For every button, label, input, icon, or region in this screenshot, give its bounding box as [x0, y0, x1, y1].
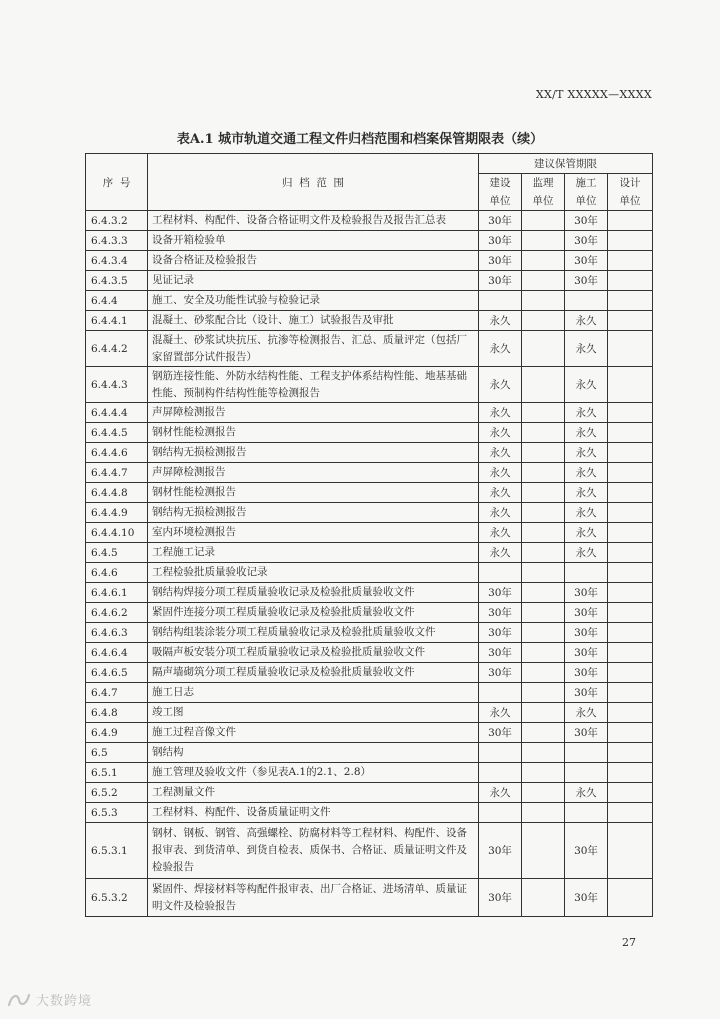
cell-construction-unit: 永久 — [479, 403, 522, 423]
cell-supervision-unit — [522, 503, 565, 523]
header-period: 建议保管期限 — [479, 154, 653, 174]
row-description: 紧固件、焊接材料等构配件报审表、出厂合格证、进场清单、质量证明文件及检验报告 — [148, 879, 479, 917]
row-description: 钢结构无损检测报告 — [148, 443, 479, 463]
table-row — [86, 803, 653, 823]
cell-construction-unit — [479, 563, 522, 583]
cell-construction-unit: 永久 — [479, 311, 522, 331]
row-number: 6.4.3.3 — [86, 231, 148, 251]
header-unit-design: 设计 单位 — [608, 174, 653, 211]
row-number: 6.4.4.3 — [86, 367, 148, 403]
cell-builder-unit — [565, 803, 608, 823]
table-row — [86, 271, 653, 291]
cell-construction-unit: 30年 — [479, 643, 522, 663]
cell-construction-unit: 30年 — [479, 879, 522, 917]
cell-builder-unit: 永久 — [565, 523, 608, 543]
cell-supervision-unit — [522, 823, 565, 879]
cell-builder-unit: 30年 — [565, 663, 608, 683]
cell-supervision-unit — [522, 703, 565, 723]
table-row — [86, 763, 653, 783]
cell-builder-unit: 30年 — [565, 643, 608, 663]
row-number: 6.4.4.1 — [86, 311, 148, 331]
row-number: 6.5.1 — [86, 763, 148, 783]
cell-construction-unit — [479, 743, 522, 763]
cell-construction-unit: 永久 — [479, 483, 522, 503]
row-description: 紧固件连接分项工程质量验收记录及检验批质量验收文件 — [148, 603, 479, 623]
cell-supervision-unit — [522, 463, 565, 483]
cell-supervision-unit — [522, 643, 565, 663]
row-description: 设备开箱检验单 — [148, 231, 479, 251]
row-number: 6.4.3.5 — [86, 271, 148, 291]
row-description: 钢材性能检测报告 — [148, 483, 479, 503]
cell-builder-unit: 永久 — [565, 703, 608, 723]
table-row — [86, 231, 653, 251]
cell-builder-unit — [565, 763, 608, 783]
cell-construction-unit: 30年 — [479, 603, 522, 623]
row-number: 6.4.4.9 — [86, 503, 148, 523]
row-description: 施工过程音像文件 — [148, 723, 479, 743]
cell-supervision-unit — [522, 291, 565, 311]
cell-construction-unit: 永久 — [479, 331, 522, 367]
row-description: 混凝土、砂浆配合比（设计、施工）试验报告及审批 — [148, 311, 479, 331]
cell-supervision-unit — [522, 663, 565, 683]
cell-supervision-unit — [522, 231, 565, 251]
cell-construction-unit: 永久 — [479, 367, 522, 403]
cell-supervision-unit — [522, 803, 565, 823]
cell-builder-unit: 永久 — [565, 543, 608, 563]
row-description: 施工管理及验收文件（参见表A.1的2.1、2.8） — [148, 763, 479, 783]
cell-construction-unit — [479, 683, 522, 703]
watermark — [6, 990, 92, 1009]
cell-design-unit — [608, 623, 653, 643]
cell-construction-unit: 永久 — [479, 443, 522, 463]
row-description: 钢材、钢板、钢管、高强螺栓、防腐材料等工程材料、构配件、设备报审表、到货清单、到货自检表、质保书、合格证、质量证明文件及检验报告 — [148, 823, 479, 879]
table-row — [86, 403, 653, 423]
table-row — [86, 723, 653, 743]
table-row — [86, 683, 653, 703]
cell-supervision-unit — [522, 543, 565, 563]
cell-design-unit — [608, 463, 653, 483]
table-row — [86, 291, 653, 311]
archive-table — [85, 153, 653, 917]
row-number: 6.4.3.4 — [86, 251, 148, 271]
row-description: 施工日志 — [148, 683, 479, 703]
cell-design-unit — [608, 803, 653, 823]
row-number: 6.4.6.3 — [86, 623, 148, 643]
header-scope: 归 档 范 围 — [148, 154, 479, 211]
cell-design-unit — [608, 403, 653, 423]
row-number: 6.4.4.4 — [86, 403, 148, 423]
cell-design-unit — [608, 211, 653, 231]
row-number: 6.4.4.6 — [86, 443, 148, 463]
row-number: 6.5 — [86, 743, 148, 763]
row-description: 见证记录 — [148, 271, 479, 291]
header-unit-builder: 施工 单位 — [565, 174, 608, 211]
cell-builder-unit: 30年 — [565, 251, 608, 271]
cell-design-unit — [608, 743, 653, 763]
cell-design-unit — [608, 703, 653, 723]
cell-design-unit — [608, 763, 653, 783]
table-row — [86, 423, 653, 443]
cell-design-unit — [608, 291, 653, 311]
cell-builder-unit: 永久 — [565, 503, 608, 523]
cell-builder-unit — [565, 743, 608, 763]
row-number: 6.4.8 — [86, 703, 148, 723]
cell-builder-unit: 30年 — [565, 683, 608, 703]
cell-supervision-unit — [522, 763, 565, 783]
cell-design-unit — [608, 643, 653, 663]
row-description: 混凝土、砂浆试块抗压、抗渗等检测报告、汇总、质量评定（包括厂家留置部分试件报告） — [148, 331, 479, 367]
row-number: 6.4.6.5 — [86, 663, 148, 683]
cell-design-unit — [608, 423, 653, 443]
cell-supervision-unit — [522, 523, 565, 543]
cell-design-unit — [608, 783, 653, 803]
cell-construction-unit — [479, 803, 522, 823]
row-description: 钢结构焊接分项工程质量验收记录及检验批质量验收文件 — [148, 583, 479, 603]
row-description: 钢结构 — [148, 743, 479, 763]
cell-construction-unit: 永久 — [479, 783, 522, 803]
table-row — [86, 823, 653, 879]
row-number: 6.4.7 — [86, 683, 148, 703]
cell-builder-unit: 30年 — [565, 231, 608, 251]
row-number: 6.4.4.10 — [86, 523, 148, 543]
cell-supervision-unit — [522, 583, 565, 603]
row-description: 钢结构无损检测报告 — [148, 503, 479, 523]
row-number: 6.4.5 — [86, 543, 148, 563]
table-row — [86, 703, 653, 723]
table-row — [86, 367, 653, 403]
table-title: 表A.1 城市轨道交通工程文件归档范围和档案保管期限表（续） — [176, 132, 544, 147]
table-row — [86, 663, 653, 683]
row-description: 工程施工记录 — [148, 543, 479, 563]
row-number: 6.4.4.5 — [86, 423, 148, 443]
watermark-logo-icon — [6, 991, 32, 1009]
table-row — [86, 523, 653, 543]
archive-table-wrapper — [85, 153, 653, 917]
cell-builder-unit: 30年 — [565, 879, 608, 917]
row-description: 施工、安全及功能性试验与检验记录 — [148, 291, 479, 311]
row-number: 6.5.3.1 — [86, 823, 148, 879]
cell-construction-unit: 30年 — [479, 251, 522, 271]
cell-builder-unit: 永久 — [565, 423, 608, 443]
cell-design-unit — [608, 251, 653, 271]
table-row — [86, 463, 653, 483]
page-number: 27 — [622, 936, 636, 949]
row-number: 6.4.6.1 — [86, 583, 148, 603]
table-row — [86, 443, 653, 463]
row-description: 钢结构组装涂装分项工程质量验收记录及检验批质量验收文件 — [148, 623, 479, 643]
table-body — [86, 211, 653, 917]
row-description: 钢筋连接性能、外防水结构性能、工程支护体系结构性能、地基基础性能、预制构件结构性能等检测报告 — [148, 367, 479, 403]
cell-design-unit — [608, 271, 653, 291]
table-row — [86, 583, 653, 603]
row-number: 6.4.6 — [86, 563, 148, 583]
table-row — [86, 643, 653, 663]
cell-design-unit — [608, 443, 653, 463]
cell-construction-unit: 30年 — [479, 583, 522, 603]
cell-builder-unit: 30年 — [565, 823, 608, 879]
table-row — [86, 251, 653, 271]
cell-construction-unit: 30年 — [479, 723, 522, 743]
cell-builder-unit: 30年 — [565, 623, 608, 643]
row-number: 6.4.6.2 — [86, 603, 148, 623]
row-description: 隔声墙砌筑分项工程质量验收记录及检验批质量验收文件 — [148, 663, 479, 683]
row-description: 声屏障检测报告 — [148, 403, 479, 423]
cell-design-unit — [608, 311, 653, 331]
cell-supervision-unit — [522, 743, 565, 763]
cell-supervision-unit — [522, 271, 565, 291]
cell-design-unit — [608, 503, 653, 523]
cell-construction-unit: 30年 — [479, 823, 522, 879]
cell-builder-unit: 30年 — [565, 583, 608, 603]
cell-supervision-unit — [522, 723, 565, 743]
cell-supervision-unit — [522, 483, 565, 503]
row-description: 声屏障检测报告 — [148, 463, 479, 483]
cell-design-unit — [608, 683, 653, 703]
cell-builder-unit: 永久 — [565, 403, 608, 423]
cell-builder-unit: 永久 — [565, 367, 608, 403]
cell-construction-unit: 30年 — [479, 211, 522, 231]
cell-supervision-unit — [522, 423, 565, 443]
cell-design-unit — [608, 523, 653, 543]
row-number: 6.4.4.7 — [86, 463, 148, 483]
cell-builder-unit: 永久 — [565, 443, 608, 463]
header-unit-construction: 建设 单位 — [479, 174, 522, 211]
cell-supervision-unit — [522, 783, 565, 803]
cell-builder-unit: 永久 — [565, 783, 608, 803]
cell-design-unit — [608, 603, 653, 623]
watermark-text: 大数跨境 — [36, 994, 93, 1009]
cell-supervision-unit — [522, 251, 565, 271]
row-description: 工程测量文件 — [148, 783, 479, 803]
cell-builder-unit: 永久 — [565, 331, 608, 367]
cell-supervision-unit — [522, 879, 565, 917]
cell-builder-unit: 永久 — [565, 311, 608, 331]
row-description: 室内环境检测报告 — [148, 523, 479, 543]
cell-design-unit — [608, 543, 653, 563]
row-description: 竣工图 — [148, 703, 479, 723]
table-row — [86, 623, 653, 643]
row-number: 6.4.4.8 — [86, 483, 148, 503]
table-row — [86, 543, 653, 563]
row-description: 钢材性能检测报告 — [148, 423, 479, 443]
cell-design-unit — [608, 823, 653, 879]
row-number: 6.5.3.2 — [86, 879, 148, 917]
row-number: 6.4.4 — [86, 291, 148, 311]
cell-supervision-unit — [522, 311, 565, 331]
table-row — [86, 743, 653, 763]
cell-construction-unit: 30年 — [479, 231, 522, 251]
cell-construction-unit: 30年 — [479, 623, 522, 643]
cell-construction-unit: 30年 — [479, 271, 522, 291]
cell-construction-unit: 30年 — [479, 663, 522, 683]
cell-builder-unit: 永久 — [565, 483, 608, 503]
row-description: 工程检验批质量验收记录 — [148, 563, 479, 583]
table-row — [86, 331, 653, 367]
row-description: 设备合格证及检验报告 — [148, 251, 479, 271]
cell-construction-unit — [479, 763, 522, 783]
row-number: 6.4.4.2 — [86, 331, 148, 367]
cell-design-unit — [608, 879, 653, 917]
cell-design-unit — [608, 663, 653, 683]
cell-builder-unit — [565, 291, 608, 311]
table-row — [86, 783, 653, 803]
header-unit-supervision: 监理 单位 — [522, 174, 565, 211]
row-description: 工程材料、构配件、设备合格证明文件及检验报告及报告汇总表 — [148, 211, 479, 231]
cell-construction-unit: 永久 — [479, 523, 522, 543]
cell-supervision-unit — [522, 443, 565, 463]
cell-builder-unit — [565, 563, 608, 583]
cell-supervision-unit — [522, 603, 565, 623]
row-description: 工程材料、构配件、设备质量证明文件 — [148, 803, 479, 823]
row-number: 6.4.3.2 — [86, 211, 148, 231]
cell-construction-unit: 永久 — [479, 543, 522, 563]
cell-builder-unit: 永久 — [565, 463, 608, 483]
cell-construction-unit: 永久 — [479, 503, 522, 523]
cell-builder-unit: 30年 — [565, 723, 608, 743]
cell-supervision-unit — [522, 403, 565, 423]
table-row — [86, 563, 653, 583]
cell-supervision-unit — [522, 623, 565, 643]
cell-design-unit — [608, 723, 653, 743]
cell-design-unit — [608, 231, 653, 251]
cell-design-unit — [608, 583, 653, 603]
table-row — [86, 503, 653, 523]
cell-builder-unit: 30年 — [565, 211, 608, 231]
header-seq: 序 号 — [86, 154, 148, 211]
cell-supervision-unit — [522, 331, 565, 367]
cell-builder-unit: 30年 — [565, 603, 608, 623]
cell-design-unit — [608, 367, 653, 403]
row-number: 6.4.6.4 — [86, 643, 148, 663]
cell-supervision-unit — [522, 563, 565, 583]
cell-supervision-unit — [522, 367, 565, 403]
row-number: 6.5.2 — [86, 783, 148, 803]
cell-supervision-unit — [522, 211, 565, 231]
row-number: 6.4.9 — [86, 723, 148, 743]
table-row — [86, 603, 653, 623]
table-row — [86, 483, 653, 503]
table-row — [86, 879, 653, 917]
cell-builder-unit: 30年 — [565, 271, 608, 291]
cell-construction-unit — [479, 291, 522, 311]
table-row — [86, 311, 653, 331]
row-number: 6.5.3 — [86, 803, 148, 823]
standard-code: XX/T XXXXX—XXXX — [535, 88, 652, 101]
cell-supervision-unit — [522, 683, 565, 703]
cell-construction-unit: 永久 — [479, 703, 522, 723]
cell-construction-unit: 永久 — [479, 463, 522, 483]
cell-design-unit — [608, 563, 653, 583]
cell-design-unit — [608, 331, 653, 367]
table-row — [86, 211, 653, 231]
cell-design-unit — [608, 483, 653, 503]
row-description: 吸隔声板安装分项工程质量验收记录及检验批质量验收文件 — [148, 643, 479, 663]
cell-construction-unit: 永久 — [479, 423, 522, 443]
